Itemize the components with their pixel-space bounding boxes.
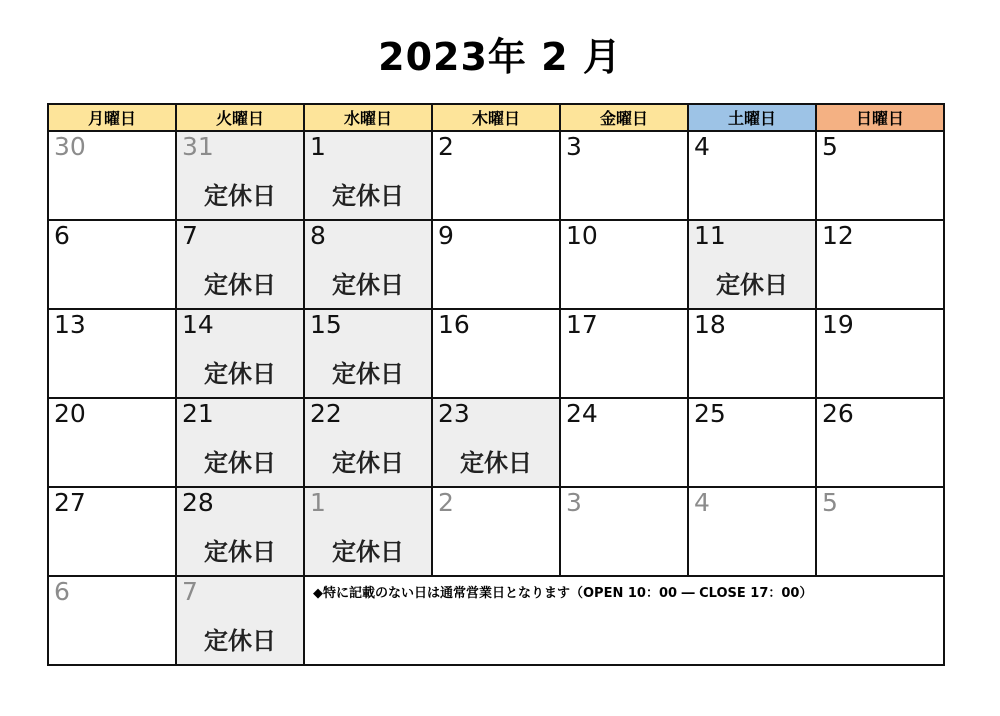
calendar-grid [47, 103, 945, 666]
closed-day-label: 定休日 [332, 182, 404, 210]
day-cell [560, 131, 688, 220]
day-cell [176, 131, 304, 220]
weekday-header-thursday: 木曜日 [432, 104, 560, 131]
day-number: 20 [54, 399, 86, 428]
day-number: 23 [438, 399, 470, 428]
day-number: 22 [310, 399, 342, 428]
day-cell [560, 220, 688, 309]
day-number: 2 [438, 488, 454, 517]
day-cell [816, 131, 944, 220]
day-cell [176, 398, 304, 487]
day-number: 27 [54, 488, 86, 517]
week-row [48, 131, 944, 220]
day-number: 1 [310, 488, 326, 517]
closed-day-label: 定休日 [204, 627, 276, 655]
weekday-header-wednesday: 水曜日 [304, 104, 432, 131]
day-cell [432, 398, 560, 487]
day-number: 12 [822, 221, 854, 250]
day-cell [816, 398, 944, 487]
day-number: 26 [822, 399, 854, 428]
closed-day-label: 定休日 [332, 360, 404, 388]
week-row [48, 309, 944, 398]
day-cell [816, 309, 944, 398]
day-cell [560, 398, 688, 487]
day-cell [176, 487, 304, 576]
weekday-header-saturday: 土曜日 [688, 104, 816, 131]
day-number: 7 [182, 221, 198, 250]
weekday-header-monday: 月曜日 [48, 104, 176, 131]
day-cell [304, 131, 432, 220]
day-cell [176, 309, 304, 398]
day-cell [48, 131, 176, 220]
day-number: 18 [694, 310, 726, 339]
closed-day-label: 定休日 [716, 271, 788, 299]
day-cell [176, 220, 304, 309]
day-number: 9 [438, 221, 454, 250]
day-number: 2 [438, 132, 454, 161]
weekday-header-tuesday: 火曜日 [176, 104, 304, 131]
day-number: 31 [182, 132, 214, 161]
day-number: 11 [694, 221, 726, 250]
day-number: 24 [566, 399, 598, 428]
day-number: 7 [182, 577, 198, 606]
closed-day-label: 定休日 [204, 538, 276, 566]
day-cell [688, 398, 816, 487]
day-cell [688, 309, 816, 398]
closed-day-label: 定休日 [204, 360, 276, 388]
day-cell [304, 398, 432, 487]
weekday-header-sunday: 日曜日 [816, 104, 944, 131]
day-number: 13 [54, 310, 86, 339]
notice-cell [304, 576, 944, 665]
day-cell [48, 398, 176, 487]
day-number: 21 [182, 399, 214, 428]
day-number: 6 [54, 221, 70, 250]
closed-day-label: 定休日 [460, 449, 532, 477]
week-row [48, 487, 944, 576]
closed-day-label: 定休日 [204, 271, 276, 299]
day-number: 8 [310, 221, 326, 250]
day-cell [432, 309, 560, 398]
day-number: 5 [822, 488, 838, 517]
closed-day-label: 定休日 [332, 449, 404, 477]
weekday-header-row [48, 104, 944, 131]
day-cell [688, 220, 816, 309]
day-number: 5 [822, 132, 838, 161]
day-cell [432, 131, 560, 220]
day-number: 3 [566, 488, 582, 517]
day-cell [560, 487, 688, 576]
closed-day-label: 定休日 [204, 449, 276, 477]
closed-day-label: 定休日 [332, 271, 404, 299]
day-number: 3 [566, 132, 582, 161]
day-cell [816, 487, 944, 576]
day-number: 28 [182, 488, 214, 517]
week-row [48, 576, 944, 665]
day-number: 6 [54, 577, 70, 606]
day-number: 10 [566, 221, 598, 250]
day-cell [304, 309, 432, 398]
day-number: 1 [310, 132, 326, 161]
day-cell [688, 487, 816, 576]
day-number: 14 [182, 310, 214, 339]
closed-day-label: 定休日 [332, 538, 404, 566]
business-hours-note: ◆特に記載のない日は通常営業日となります（OPEN 10：00 ― CLOSE 17：00） [313, 586, 813, 601]
day-cell [176, 576, 304, 665]
day-cell [432, 487, 560, 576]
day-number: 4 [694, 132, 710, 161]
week-row [48, 398, 944, 487]
day-cell [48, 220, 176, 309]
calendar-title: 2023年 2 月 [378, 35, 622, 79]
day-cell [688, 131, 816, 220]
day-cell [432, 220, 560, 309]
week-row [48, 220, 944, 309]
day-number: 16 [438, 310, 470, 339]
day-cell [304, 220, 432, 309]
day-cell [48, 576, 176, 665]
day-number: 30 [54, 132, 86, 161]
day-cell [560, 309, 688, 398]
weekday-header-friday: 金曜日 [560, 104, 688, 131]
day-number: 25 [694, 399, 726, 428]
closed-day-label: 定休日 [204, 182, 276, 210]
day-number: 4 [694, 488, 710, 517]
day-number: 15 [310, 310, 342, 339]
day-cell [304, 487, 432, 576]
day-cell [48, 487, 176, 576]
day-cell [48, 309, 176, 398]
day-number: 17 [566, 310, 598, 339]
day-number: 19 [822, 310, 854, 339]
day-cell [816, 220, 944, 309]
